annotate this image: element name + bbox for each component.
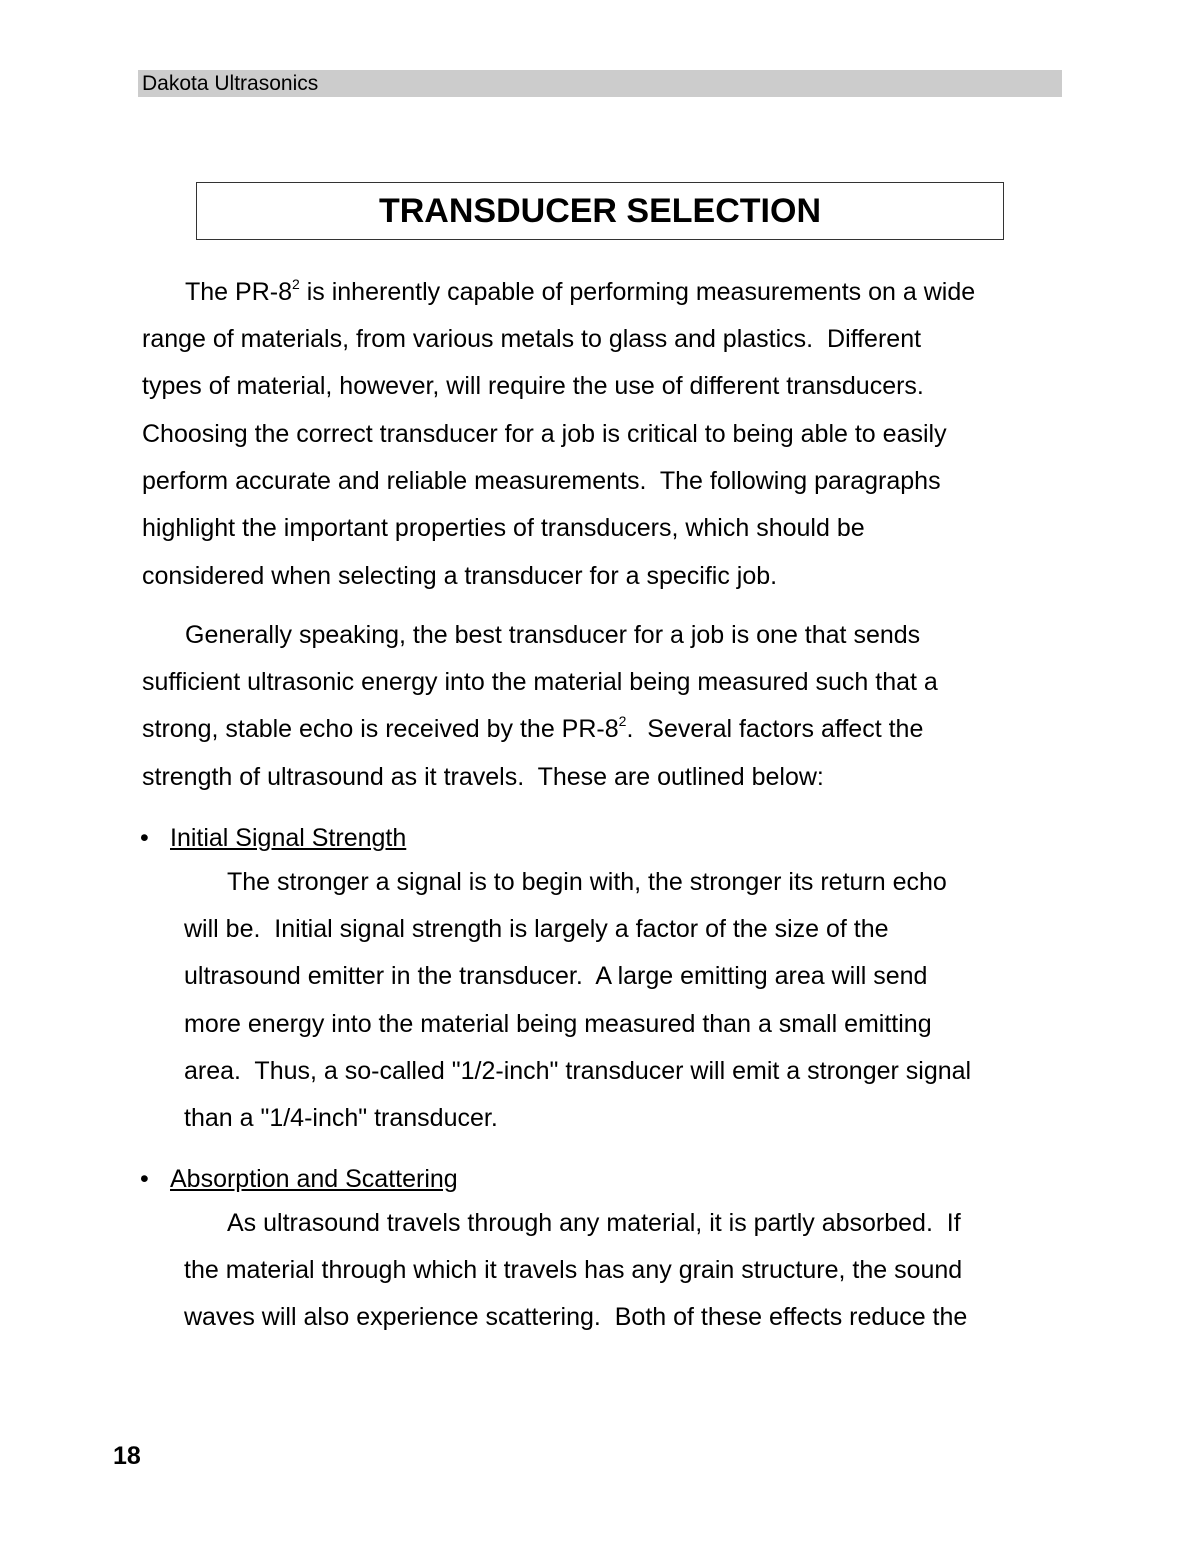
bullet-line: more energy into the material being measured than a small emitting [184, 1010, 932, 1038]
paragraph-line: Generally speaking, the best transducer for a job is one that sends [185, 621, 921, 649]
bullet-line: waves will also experience scattering. Both of these effects reduce the [184, 1303, 968, 1331]
bullet-line: As ultrasound travels through any material, it is partly absorbed. If [227, 1209, 961, 1237]
paragraph-line: strong, stable echo is received by the $PR-8^2$. Several factors affect the [142, 713, 924, 743]
paragraph-line: strength of ultrasound as it travels. These are outlined below: [142, 763, 824, 791]
paragraph-line: highlight the important properties of transducers, which should be [142, 514, 865, 542]
company-name: Dakota Ultrasonics [142, 72, 319, 95]
paragraph-line: considered when selecting a transducer for a specific job. [142, 562, 778, 590]
bullet-icon: • [140, 1165, 149, 1193]
bullet-line: area. Thus, a so-called "1/2-inch" transducer will emit a stronger signal [184, 1057, 972, 1085]
bullet-line: than a "1/4-inch" transducer. [184, 1104, 498, 1132]
bullet-line: will be. Initial signal strength is largely a factor of the size of the [184, 915, 889, 943]
bullet-heading: Absorption and Scattering [170, 1165, 458, 1193]
running-header [138, 70, 1062, 97]
paragraph-line: types of material, however, will require the use of different transducers. [142, 372, 924, 400]
paragraph-line: perform accurate and reliable measurements. The following paragraphs [142, 467, 941, 495]
bullet-line: the material through which it travels has any grain structure, the sound [184, 1256, 963, 1284]
paragraph-line: range of materials, from various metals to glass and plastics. Different [142, 325, 922, 353]
bullet-line: The stronger a signal is to begin with, the stronger its return echo [227, 868, 947, 896]
paragraph-line: The $PR-8^2$ is inherently capable of performing measurements on a wide [185, 276, 976, 306]
bullet-icon: • [140, 824, 149, 852]
page-number: 18 [113, 1442, 141, 1470]
paragraph-line: sufficient ultrasonic energy into the material being measured such that a [142, 668, 938, 696]
bullet-line: ultrasound emitter in the transducer. A large emitting area will send [184, 962, 928, 990]
section-title: TRANSDUCER SELECTION [196, 182, 1004, 240]
paragraph-line: Choosing the correct transducer for a job is critical to being able to easily [142, 420, 947, 448]
bullet-heading: Initial Signal Strength [170, 824, 407, 852]
